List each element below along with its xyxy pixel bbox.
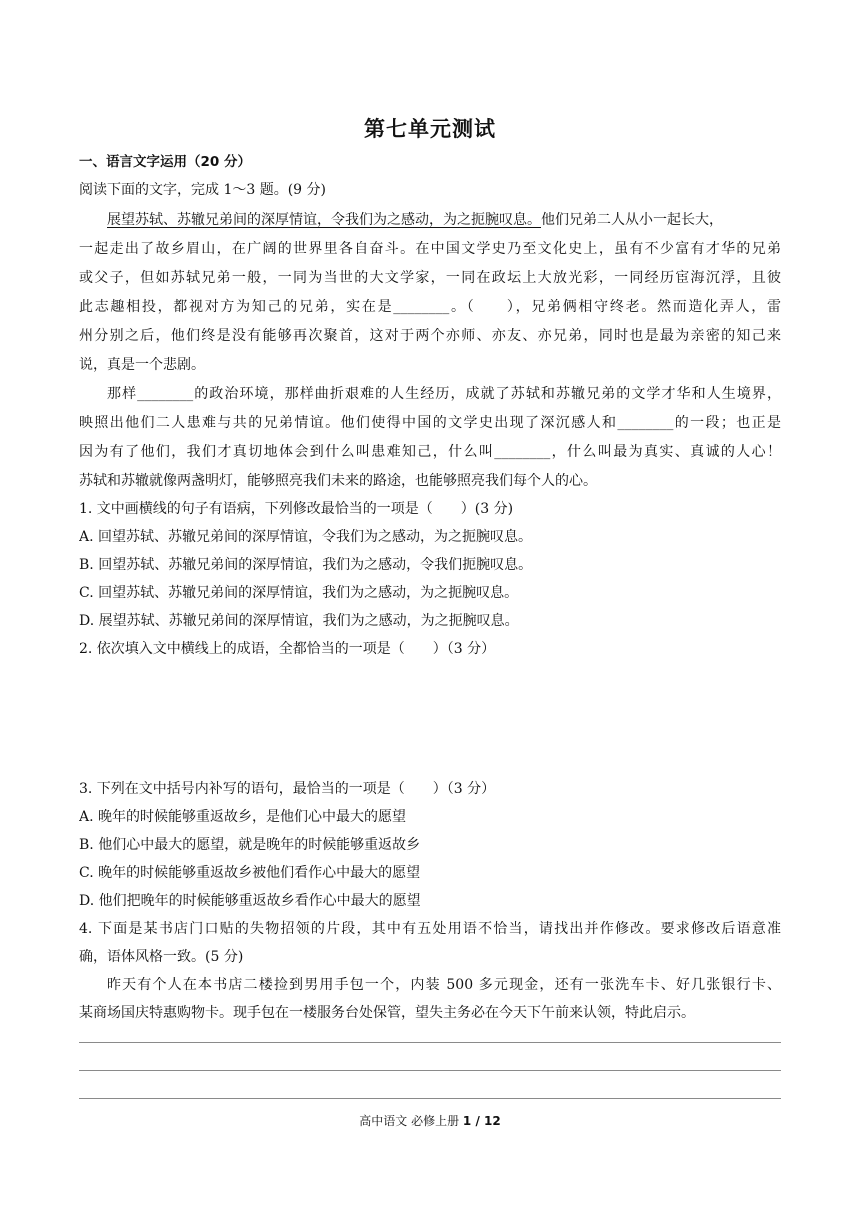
page-title: 第七单元测试 [364, 117, 496, 141]
answer-line [79, 1098, 781, 1099]
passage-line: 或父子，但如苏轼兄弟一般，一同为当世的大文学家，一同在政坛上大放光彩，一同经历宦海沉浮，且彼 [79, 270, 781, 286]
reading-instruction: 阅读下面的文字，完成 1～3 题。(9 分) [79, 182, 326, 198]
notice-text: 昨天有个人在本书店二楼捡到男用手包一个，内装 500 多元现金，还有一张洗车卡、好几张银行卡、 [107, 977, 781, 993]
section-heading: 一、语言文字运用（20 分） [79, 154, 251, 170]
question-4-stem: 确，语体风格一致。(5 分) [79, 949, 244, 965]
question-1-option-c: C. 回望苏轼、苏辙兄弟间的深厚情谊，我们为之感动，为之扼腕叹息。 [79, 585, 519, 601]
page-number: 1 / 12 [462, 1114, 501, 1128]
question-1-stem: 1. 文中画横线的句子有语病，下列修改最恰当的一项是（ ）(3 分) [79, 501, 514, 517]
passage-line: 苏轼和苏辙就像两盏明灯，能够照亮我们未来的路途，也能够照亮我们每个人的心。 [79, 473, 597, 489]
question-3-option-a: A. 晚年的时候能够重返故乡，是他们心中最大的愿望 [79, 809, 407, 825]
passage-line: 一起走出了故乡眉山，在广阔的世界里各自奋斗。在中国文学史乃至文化史上，虽有不少富有才华的兄弟 [79, 241, 781, 257]
question-1-option-a: A. 回望苏轼、苏辙兄弟间的深厚情谊，令我们为之感动，为之扼腕叹息。 [79, 529, 533, 545]
passage-line: 此志趣相投，都视对方为知己的兄弟，实在是________。（ ），兄弟俩相守终老。然而造化弄人，雷 [79, 299, 781, 315]
passage-line: 说，真是一个悲剧。 [79, 357, 205, 373]
notice-text: 某商场国庆特惠购物卡。现手包在一楼服务台处保管，望失主务必在今天下午前来认领，特此启示。 [79, 1005, 695, 1021]
question-3-option-c: C. 晚年的时候能够重返故乡被他们看作心中最大的愿望 [79, 865, 421, 881]
passage-line: 那样________的政治环境，那样曲折艰难的人生经历，成就了苏轼和苏辙兄弟的文学才华和人生境界， [107, 386, 781, 402]
question-4-stem: 4. 下面是某书店门口贴的失物招领的片段，其中有五处用语不恰当，请找出并作修改。要求修改后语意准 [79, 921, 781, 937]
footer-label: 高中语文 必修上册 [359, 1114, 460, 1128]
passage-line [107, 210, 781, 230]
page-footer [0, 1113, 860, 1129]
question-1-option-b: B. 回望苏轼、苏辙兄弟间的深厚情谊，我们为之感动，令我们扼腕叹息。 [79, 557, 533, 573]
question-1-option-d: D. 展望苏轼、苏辙兄弟间的深厚情谊，我们为之感动，为之扼腕叹息。 [79, 613, 519, 629]
question-3-option-b: B. 他们心中最大的愿望，就是晚年的时候能够重返故乡 [79, 837, 421, 853]
question-2-stem: 2. 依次填入文中横线上的成语，全都恰当的一项是（ ）（3 分） [79, 641, 496, 657]
passage-text: 他们兄弟二人从小一起长大， [541, 212, 723, 228]
underlined-sentence: 展望苏轼、苏辙兄弟间的深厚情谊，令我们为之感动，为之扼腕叹息。 [107, 212, 541, 228]
answer-line [79, 1042, 781, 1043]
passage-line: 映照出他们二人患难与共的兄弟情谊。他们使得中国的文学史出现了深沉感人和________的一段；也正是 [79, 415, 781, 431]
question-3-option-d: D. 他们把晚年的时候能够重返故乡看作心中最大的愿望 [79, 893, 421, 909]
passage-line: 因为有了他们，我们才真切地体会到什么叫患难知己，什么叫________，什么叫最为真实、真诚的人心！ [79, 444, 781, 460]
answer-line [79, 1070, 781, 1071]
passage-line: 州分别之后，他们终是没有能够再次聚首，这对于两个亦师、亦友、亦兄弟，同时也是最为亲密的知己来 [79, 328, 781, 344]
question-3-stem: 3. 下列在文中括号内补写的语句，最恰当的一项是（ ）（3 分） [79, 781, 496, 797]
